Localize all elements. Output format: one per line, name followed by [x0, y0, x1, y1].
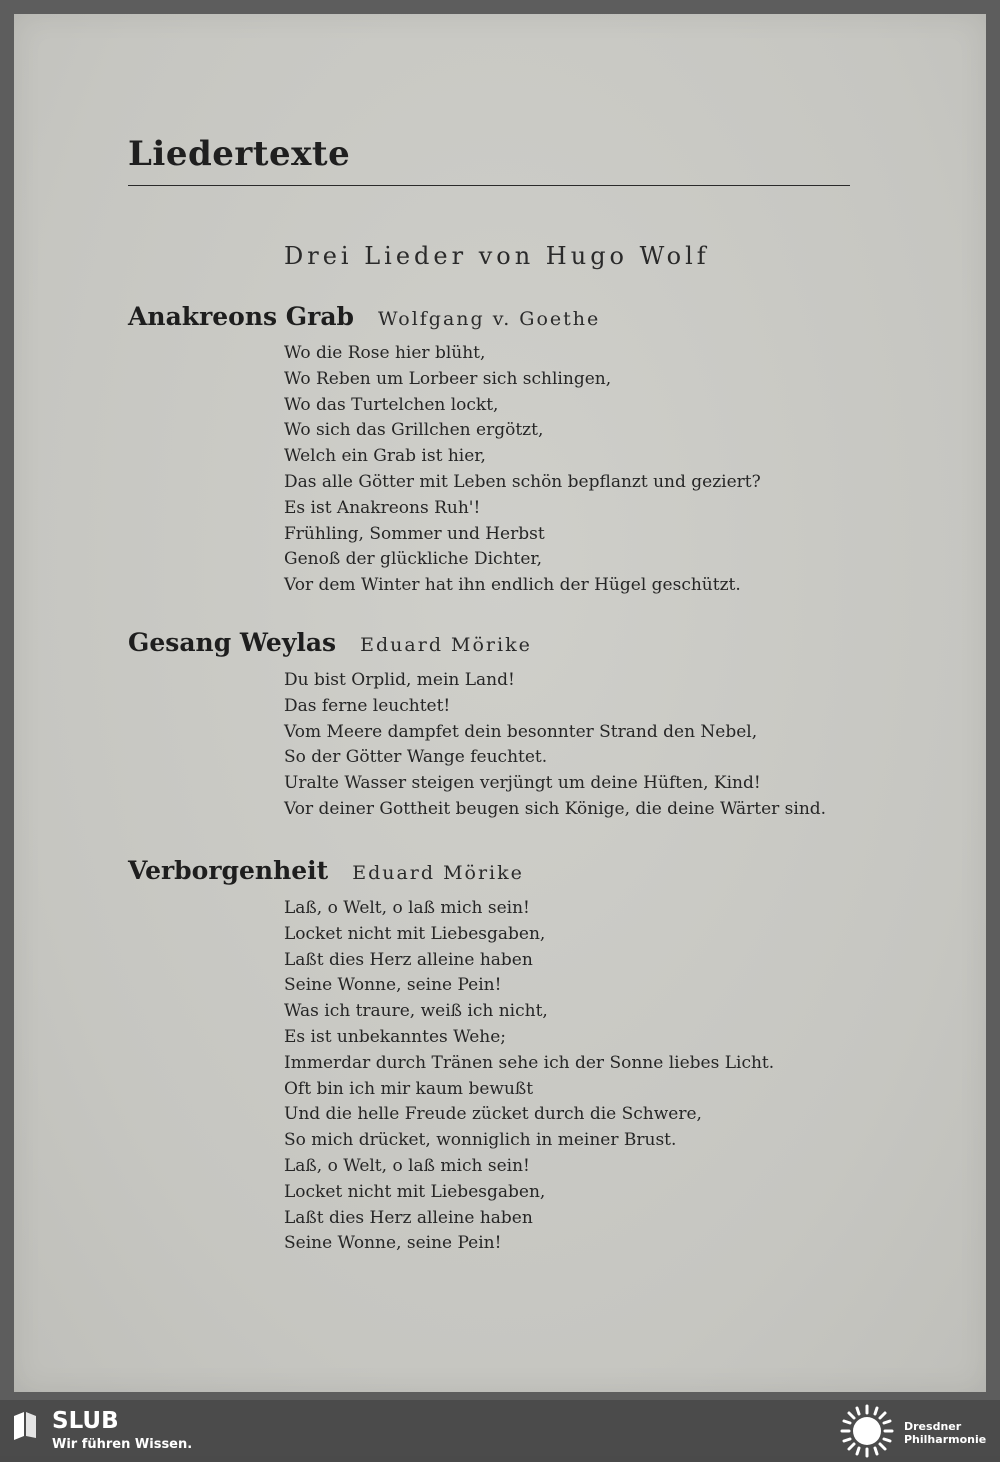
verse-line: Du bist Orplid, mein Land! — [284, 670, 515, 690]
song-verse-gesang-weylas — [284, 668, 826, 823]
document-page — [14, 14, 986, 1392]
page-title: Liedertexte — [128, 134, 351, 174]
verse-line: Frühling, Sommer und Herbst — [284, 523, 545, 544]
verse-line: Laß, o Welt, o laß mich sein! — [284, 1155, 530, 1176]
verse-line: Und die helle Freude zücket durch die Schwere, — [284, 1104, 702, 1125]
verse-line: Laßt dies Herz alleine haben — [284, 949, 533, 970]
library-slogan: Wir führen Wissen. — [52, 1437, 193, 1452]
partner-name-line2: Philharmonie — [904, 1433, 987, 1446]
song-title: Anakreons Grab — [128, 302, 355, 331]
verse-line: Das ferne leuchtet! — [284, 695, 451, 716]
verse-line: Immerdar durch Tränen sehe ich der Sonne liebes Licht. — [284, 1052, 775, 1073]
footer-bar — [0, 1400, 1000, 1456]
verse-line: So mich drücket, wonniglich in meiner Brust. — [284, 1130, 677, 1151]
song-verse-anakreons-grab — [284, 341, 761, 599]
verse-line: Vom Meere dampfet dein besonnter Strand den Nebel, — [284, 721, 758, 742]
verse-line: Vor deiner Gottheit beugen sich Könige, die deine Wärter sind. — [284, 798, 827, 819]
song-author: Eduard Mörike — [352, 862, 524, 884]
song-author: Eduard Mörike — [360, 634, 532, 656]
verse-line: Locket nicht mit Liebesgaben, — [284, 923, 546, 944]
song-verse-verborgenheit — [284, 896, 774, 1257]
verse-line: Vor dem Winter hat ihn endlich der Hügel geschützt. — [284, 575, 741, 596]
song-heading-gesang-weylas — [128, 628, 532, 657]
page-subtitle: Drei Lieder von Hugo Wolf — [284, 242, 710, 270]
verse-line: Seine Wonne, seine Pein! — [284, 1233, 502, 1254]
verse-line: Wo die Rose hier blüht, — [284, 343, 486, 363]
verse-line: Uralte Wasser steigen verjüngt um deine Hüften, Kind! — [284, 773, 761, 794]
library-name[interactable]: SLUB — [52, 1408, 119, 1434]
verse-line: Wo Reben um Lorbeer sich schlingen, — [284, 368, 612, 389]
verse-line: Wo das Turtelchen lockt, — [284, 394, 499, 415]
verse-line: So der Götter Wange feuchtet. — [284, 747, 548, 768]
verse-line: Oft bin ich mir kaum bewußt — [284, 1078, 534, 1099]
verse-line: Laßt dies Herz alleine haben — [284, 1207, 533, 1228]
verse-line: Welch ein Grab ist hier, — [284, 446, 486, 467]
verse-line: Genoß der glückliche Dichter, — [284, 549, 543, 570]
sunburst-logo-icon[interactable] — [840, 1404, 894, 1458]
partner-name-line1: Dresdner — [904, 1420, 962, 1433]
verse-line: Laß, o Welt, o laß mich sein! — [284, 898, 530, 918]
verse-line: Das alle Götter mit Leben schön bepflanzt und geziert? — [284, 471, 761, 492]
song-heading-verborgenheit — [128, 856, 524, 885]
verse-line: Locket nicht mit Liebesgaben, — [284, 1181, 546, 1202]
verse-line: Es ist unbekanntes Wehe; — [284, 1026, 507, 1047]
book-icon[interactable] — [12, 1410, 38, 1440]
song-author: Wolfgang v. Goethe — [378, 308, 601, 330]
verse-line: Es ist Anakreons Ruh'! — [284, 497, 481, 518]
title-divider — [128, 185, 850, 186]
song-heading-anakreons-grab — [128, 302, 600, 331]
song-title: Gesang Weylas — [128, 628, 337, 657]
song-title: Verborgenheit — [128, 856, 329, 885]
verse-line: Wo sich das Grillchen ergötzt, — [284, 420, 544, 441]
partner-name[interactable] — [904, 1420, 986, 1446]
verse-line: Seine Wonne, seine Pein! — [284, 975, 502, 996]
verse-line: Was ich traure, weiß ich nicht, — [284, 1001, 548, 1022]
